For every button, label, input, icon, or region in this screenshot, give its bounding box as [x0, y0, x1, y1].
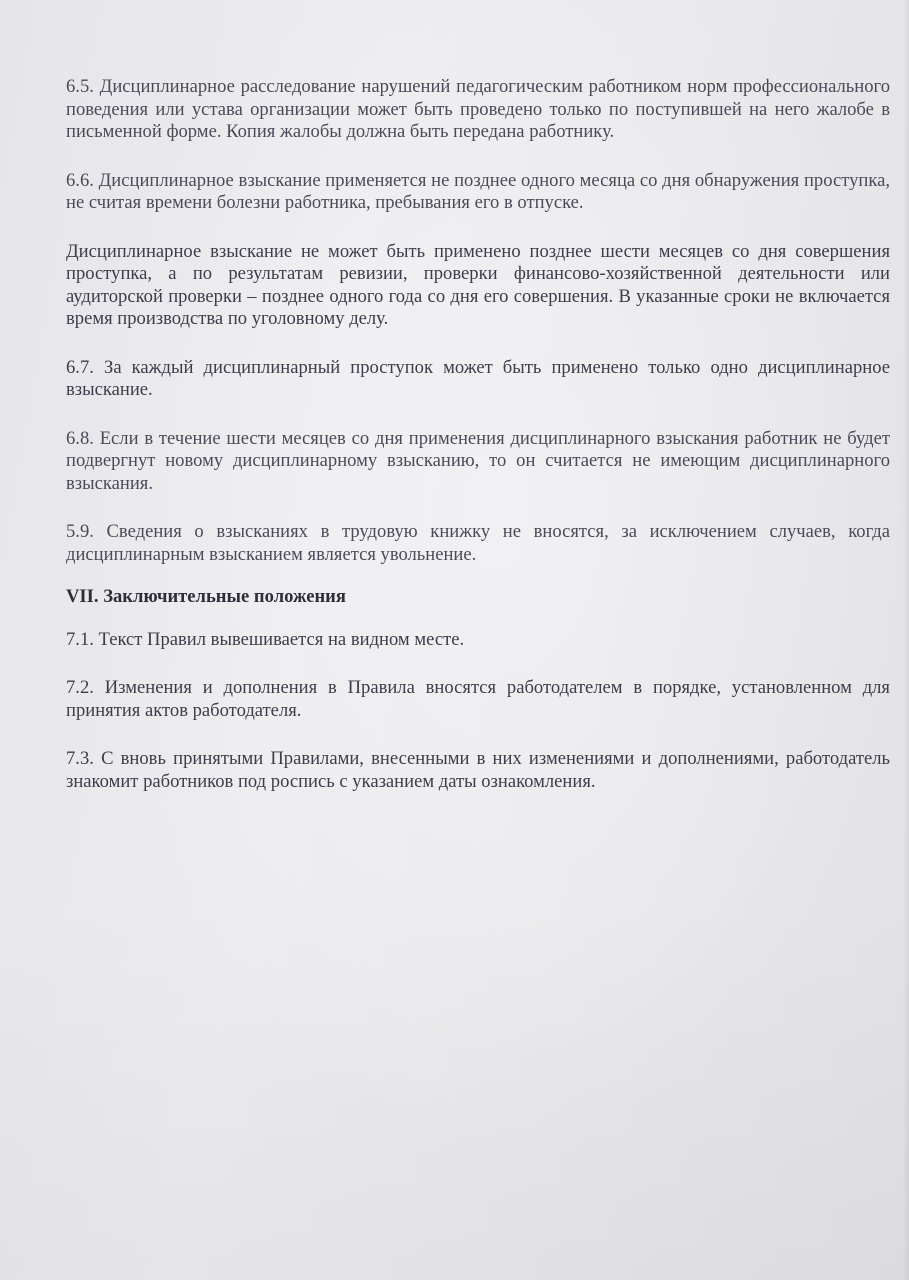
paragraph-7-1: 7.1. Текст Правил вывешивается на видном месте.	[66, 628, 465, 650]
paragraph-6-7: 6.7. За каждый дисциплинарный проступок может быть применено только одно дисциплинарное взыскание.	[66, 356, 890, 400]
spacer	[66, 331, 890, 357]
spacer	[66, 402, 890, 428]
paragraph-6-8: 6.8. Если в течение шести месяцев со дня применения дисциплинарного взыскания работник не будет подвергнут новому дисциплинарному взысканию, то он считается не имеющим дисциплинарного взыскания.	[66, 427, 890, 494]
section-heading-vii: VII. Заключительные положения	[66, 586, 346, 607]
document-body	[66, 76, 890, 793]
spacer	[66, 651, 890, 677]
spacer	[66, 722, 890, 748]
paragraph-6-6: 6.6. Дисциплинарное взыскание применяется не позднее одного месяца со дня обнаружения проступка, не считая времени болезни работника, пребывания его в отпуске.	[66, 169, 890, 213]
paragraph-6-9: 5.9. Сведения о взысканиях в трудовую книжку не вносятся, за исключением случаев, когда дисциплинарным взысканием является увольнение.	[66, 521, 890, 565]
paragraph-7-2: 7.2. Изменения и дополнения в Правила вносятся работодателем в порядке, установленном для принятия актов работодателя.	[66, 677, 890, 721]
paragraph-6-6-continued: Дисциплинарное взыскание не может быть применено позднее шести месяцев со дня совершения проступка, а по результатам ревизии, проверки финансово-хозяйственной деятельности или аудиторской проверки – позднее одного года со дня его совершения. В указанные сроки не включается время производства по уголовному делу.	[66, 240, 890, 329]
page-edge-shadow	[903, 0, 909, 1280]
spacer	[66, 495, 890, 521]
paragraph-6-5: 6.5. Дисциплинарное расследование нарушений педагогическим работником норм профессионального поведения или устава организации может быть проведено только по поступившей на него жалобе в письменной форме. Копия жалобы должна быть передана работнику.	[66, 76, 890, 142]
spacer	[66, 144, 890, 170]
spacer	[66, 215, 890, 241]
spacer	[66, 609, 890, 629]
spacer	[66, 566, 890, 586]
paragraph-7-3: 7.3. С вновь принятыми Правилами, внесенными в них изменениями и дополнениями, работодатель знакомит работников под роспись с указанием даты ознакомления.	[66, 748, 890, 792]
